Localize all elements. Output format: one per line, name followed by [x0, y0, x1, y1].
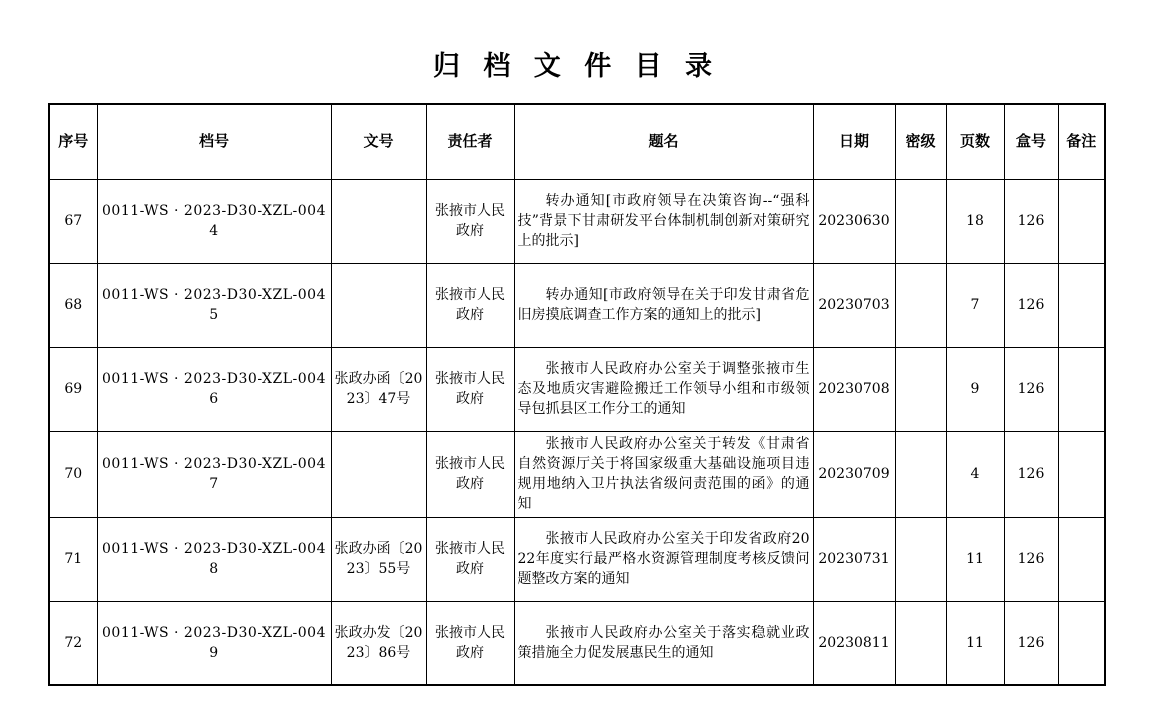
- cell-responsible: 张掖市人民政府: [426, 263, 514, 347]
- cell-box: 126: [1004, 347, 1058, 431]
- cell-secrecy: [895, 263, 946, 347]
- cell-pages: 4: [946, 431, 1004, 517]
- cell-file-no: 0011-WS · 2023-D30-XZL-0046: [97, 347, 331, 431]
- cell-doc-no: 张政办发〔2023〕86号: [331, 601, 426, 685]
- cell-doc-no: [331, 179, 426, 263]
- table-row: [49, 179, 1105, 263]
- cell-seq: 71: [49, 517, 97, 601]
- table-row: [49, 517, 1105, 601]
- column-header-box: 盒号: [1004, 104, 1058, 179]
- cell-pages: 9: [946, 347, 1004, 431]
- cell-seq: 70: [49, 431, 97, 517]
- cell-doc-no: 张政办函〔2023〕47号: [331, 347, 426, 431]
- cell-file-no: 0011-WS · 2023-D30-XZL-0049: [97, 601, 331, 685]
- title-text: 张掖市人民政府办公室关于印发省政府2022年度实行最严格水资源管理制度考核反馈问题整改方案的通知: [517, 530, 810, 588]
- cell-box: 126: [1004, 601, 1058, 685]
- table-row: [49, 347, 1105, 431]
- cell-pages: 11: [946, 517, 1004, 601]
- column-header-pages: 页数: [946, 104, 1004, 179]
- cell-remark: [1058, 179, 1105, 263]
- cell-title: [514, 179, 813, 263]
- cell-secrecy: [895, 601, 946, 685]
- cell-remark: [1058, 263, 1105, 347]
- cell-file-no: 0011-WS · 2023-D30-XZL-0047: [97, 431, 331, 517]
- cell-seq: 67: [49, 179, 97, 263]
- cell-seq: 72: [49, 601, 97, 685]
- cell-file-no: 0011-WS · 2023-D30-XZL-0048: [97, 517, 331, 601]
- title-text: 张掖市人民政府办公室关于调整张掖市生态及地质灾害避险搬迁工作领导小组和市级领导包抓县区工作分工的通知: [517, 360, 810, 418]
- cell-secrecy: [895, 347, 946, 431]
- cell-seq: 69: [49, 347, 97, 431]
- page-title: 归 档 文 件 目 录: [433, 51, 719, 82]
- cell-remark: [1058, 431, 1105, 517]
- cell-responsible: 张掖市人民政府: [426, 601, 514, 685]
- cell-title: [514, 431, 813, 517]
- cell-pages: 11: [946, 601, 1004, 685]
- column-header-seq: 序号: [49, 104, 97, 179]
- cell-box: 126: [1004, 263, 1058, 347]
- cell-remark: [1058, 517, 1105, 601]
- cell-date: 20230811: [813, 601, 895, 685]
- cell-secrecy: [895, 431, 946, 517]
- table-row: [49, 601, 1105, 685]
- cell-secrecy: [895, 179, 946, 263]
- column-header-file-no: 档号: [97, 104, 331, 179]
- column-header-date: 日期: [813, 104, 895, 179]
- cell-responsible: 张掖市人民政府: [426, 431, 514, 517]
- cell-date: 20230708: [813, 347, 895, 431]
- cell-seq: 68: [49, 263, 97, 347]
- table-row: [49, 263, 1105, 347]
- cell-doc-no: [331, 263, 426, 347]
- cell-date: 20230731: [813, 517, 895, 601]
- cell-title: [514, 263, 813, 347]
- table-row: [49, 431, 1105, 517]
- cell-box: 126: [1004, 431, 1058, 517]
- cell-doc-no: 张政办函〔2023〕55号: [331, 517, 426, 601]
- cell-responsible: 张掖市人民政府: [426, 179, 514, 263]
- cell-box: 126: [1004, 517, 1058, 601]
- cell-title: [514, 601, 813, 685]
- cell-date: 20230709: [813, 431, 895, 517]
- cell-date: 20230703: [813, 263, 895, 347]
- cell-file-no: 0011-WS · 2023-D30-XZL-0045: [97, 263, 331, 347]
- title-text: 张掖市人民政府办公室关于落实稳就业政策措施全力促发展惠民生的通知: [517, 624, 810, 661]
- cell-box: 126: [1004, 179, 1058, 263]
- cell-pages: 18: [946, 179, 1004, 263]
- column-header-doc-no: 文号: [331, 104, 426, 179]
- title-text: 张掖市人民政府办公室关于转发《甘肃省自然资源厅关于将国家级重大基础设施项目违规用地纳入卫片执法省级问责范围的函》的通知: [517, 435, 810, 513]
- cell-remark: [1058, 601, 1105, 685]
- column-header-secrecy: 密级: [895, 104, 946, 179]
- archive-catalog-table: [48, 103, 1106, 686]
- column-header-title: 题名: [514, 104, 813, 179]
- cell-title: [514, 347, 813, 431]
- cell-date: 20230630: [813, 179, 895, 263]
- cell-remark: [1058, 347, 1105, 431]
- cell-file-no: 0011-WS · 2023-D30-XZL-0044: [97, 179, 331, 263]
- cell-doc-no: [331, 431, 426, 517]
- cell-secrecy: [895, 517, 946, 601]
- title-text: 转办通知[市政府领导在关于印发甘肃省危旧房摸底调查工作方案的通知上的批示]: [517, 286, 810, 323]
- cell-responsible: 张掖市人民政府: [426, 347, 514, 431]
- column-header-remark: 备注: [1058, 104, 1105, 179]
- cell-pages: 7: [946, 263, 1004, 347]
- column-header-responsible: 责任者: [426, 104, 514, 179]
- title-text: 转办通知[市政府领导在决策咨询--“强科技”背景下甘肃研发平台体制机制创新对策研究上的批示]: [517, 192, 810, 250]
- cell-title: [514, 517, 813, 601]
- cell-responsible: 张掖市人民政府: [426, 517, 514, 601]
- header-row: [49, 104, 1105, 179]
